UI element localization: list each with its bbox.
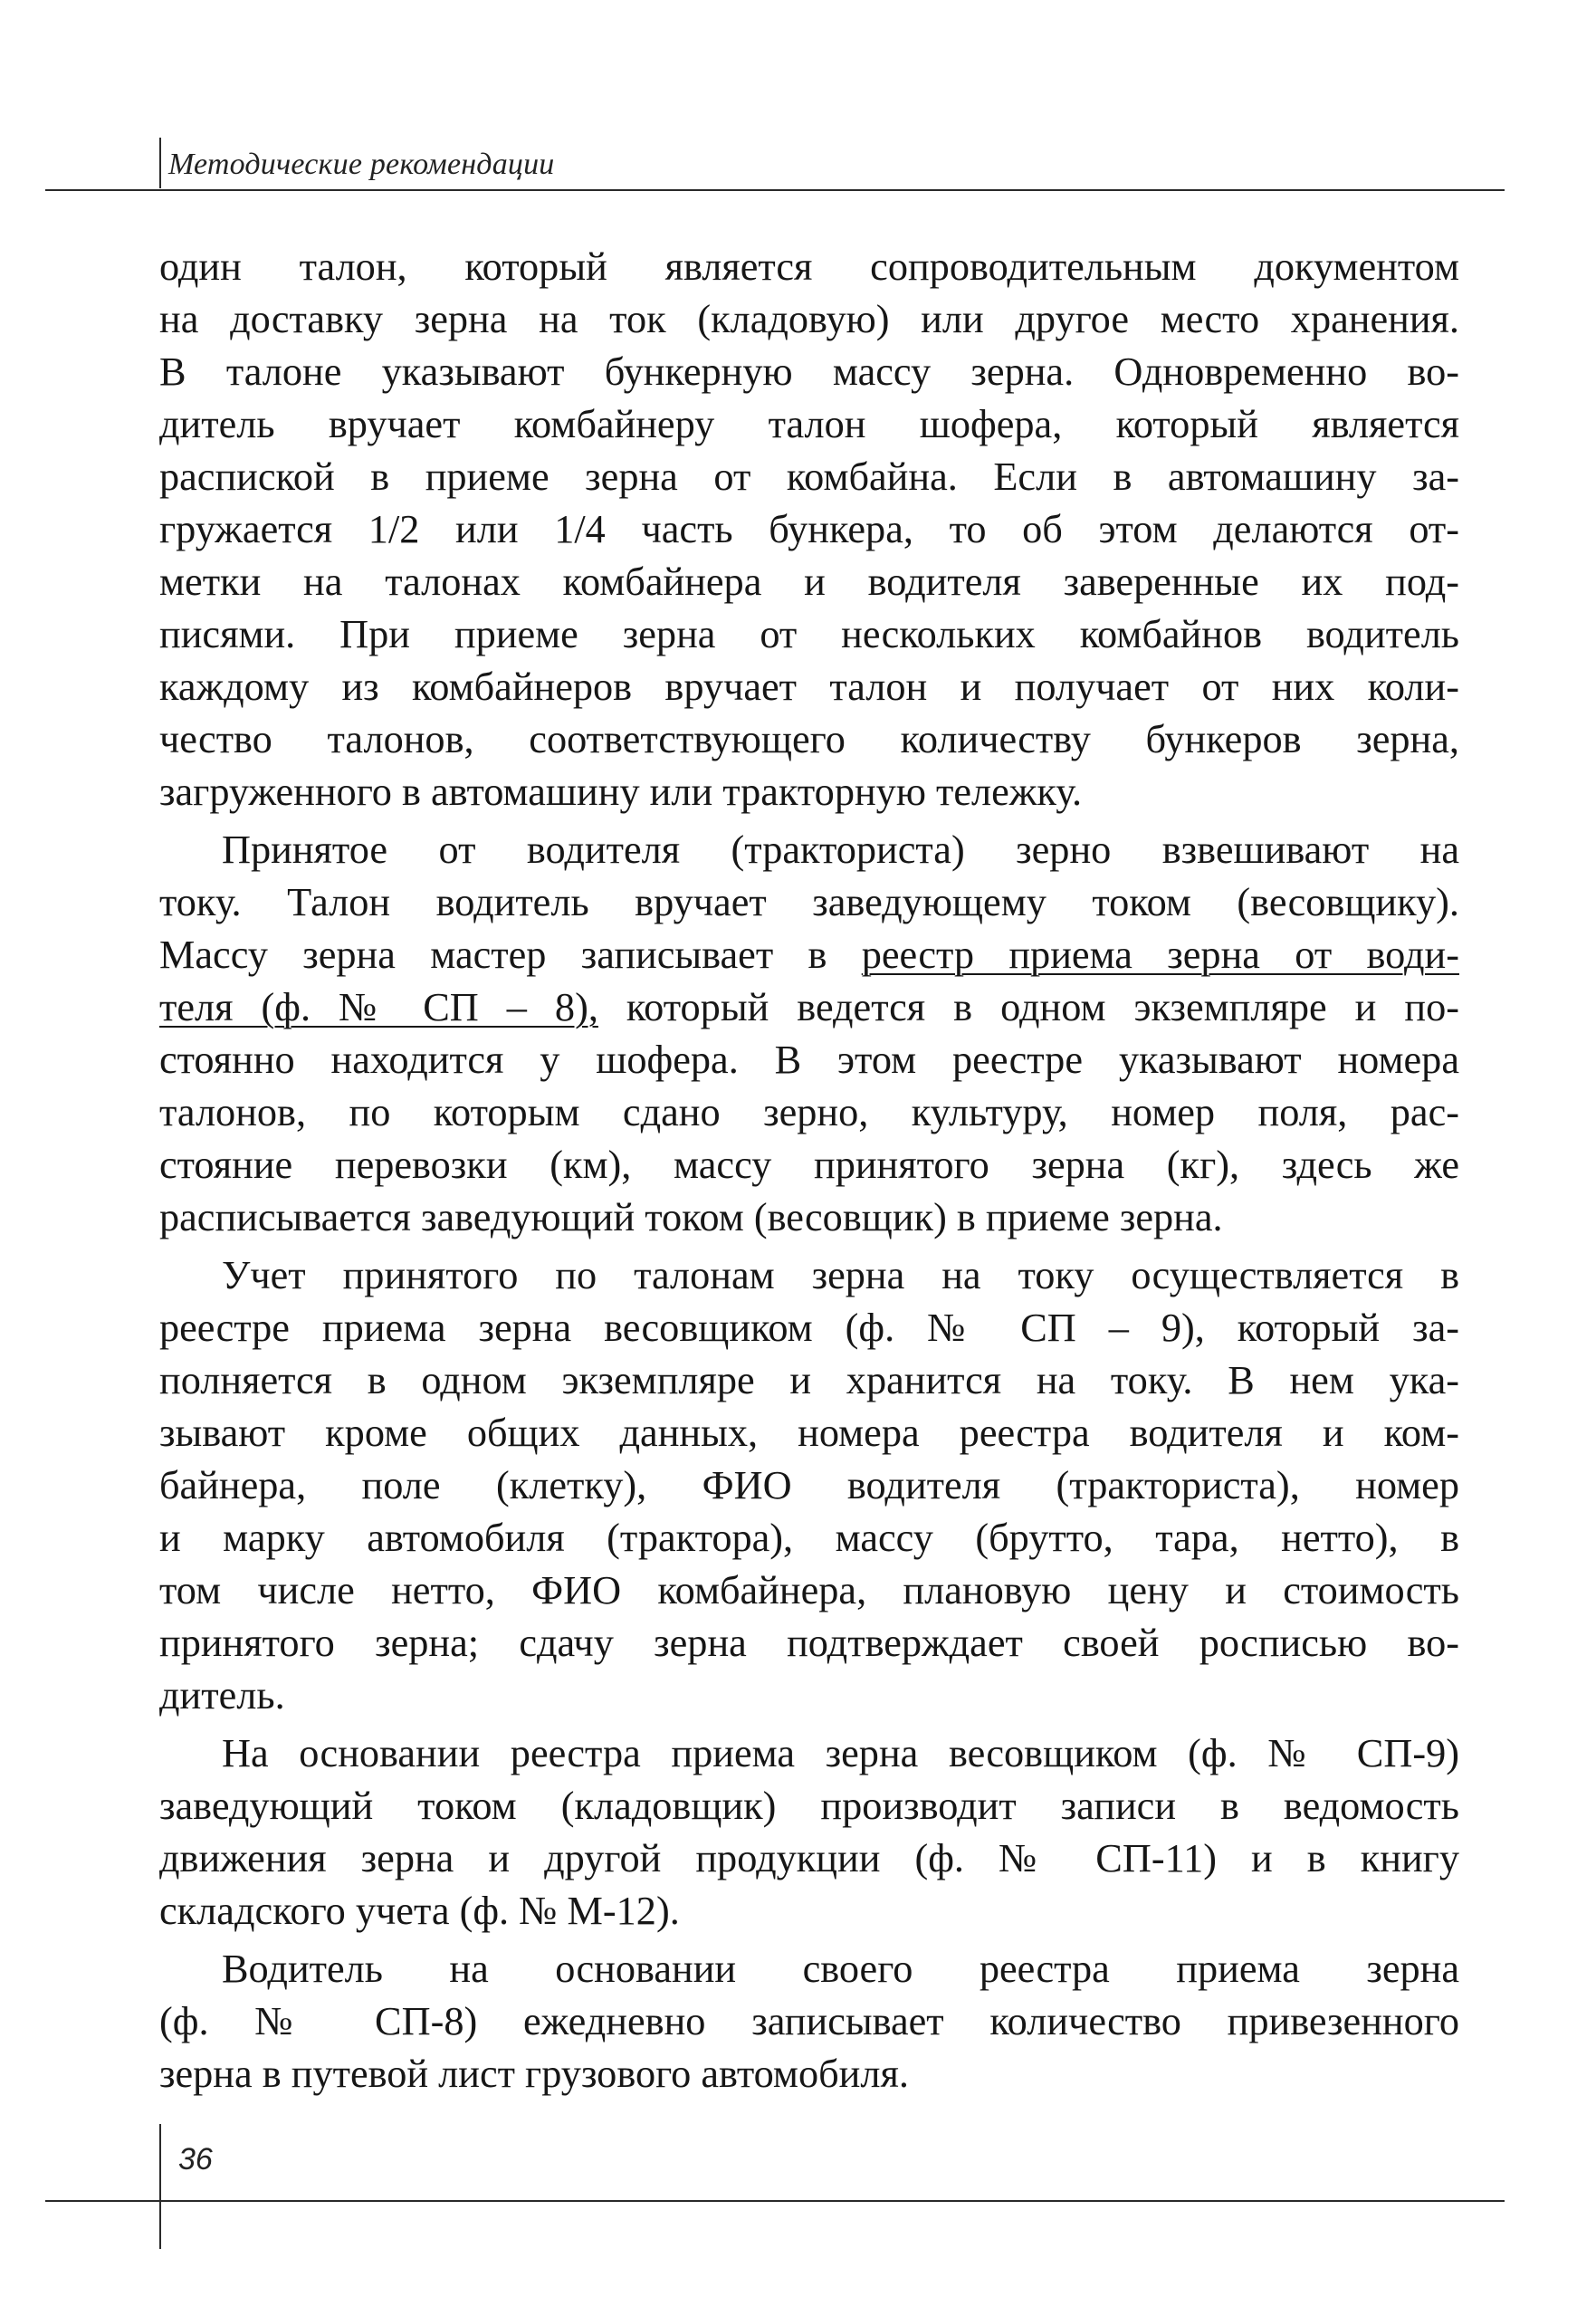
paragraph-5: [159, 1943, 1459, 2100]
text-line: один талон, который является сопроводительным документом: [159, 244, 1459, 289]
paragraph-1: [159, 241, 1459, 818]
text-line: писями. При приеме зерна от нескольких комбайнов водитель: [159, 612, 1459, 656]
text-line: дитель.: [159, 1673, 285, 1718]
text-line: [159, 929, 1459, 981]
text-line: В талоне указывают бункерную массу зерна. Одновременно во-: [159, 349, 1459, 394]
text-line: На основании реестра приема зерна весовщиком (ф. № СП-9): [222, 1731, 1459, 1775]
paragraph-2: [159, 824, 1459, 1244]
text-line: чество талонов, соответствующего количеству бункеров зерна,: [159, 717, 1459, 761]
text-line: дитель вручает комбайнеру талон шофера, который является: [159, 402, 1459, 446]
text-line: распиской в приеме зерна от комбайна. Если в автомашину за-: [159, 455, 1459, 499]
text-line: метки на талонах комбайнера и водителя заверенные их под-: [159, 560, 1459, 604]
text-line: зерна в путевой лист грузового автомобиля.: [159, 2052, 909, 2096]
text-line: полняется в одном экземпляре и хранится на току. В нем ука-: [159, 1358, 1459, 1402]
text-fragment: который ведется в одном экземпляре и по-: [597, 985, 1459, 1029]
text-line: расписывается заведующий током (весовщик) в приеме зерна.: [159, 1195, 1223, 1239]
text-line: талонов, по которым сдано зерно, культуру, номер поля, рас-: [159, 1090, 1459, 1134]
text-line: байнера, поле (клетку), ФИО водителя (тракториста), номер: [159, 1463, 1459, 1507]
header-rule: [45, 189, 1505, 191]
footer-rule: [45, 2200, 1505, 2202]
text-line: каждому из комбайнеров вручает талон и получает от них коли-: [159, 665, 1459, 709]
text-line: стояние перевозки (км), массу принятого зерна (кг), здесь же: [159, 1143, 1459, 1187]
register-link-part-1[interactable]: реестр приема зерна от води-: [861, 933, 1459, 977]
header-vertical-rule: [159, 138, 161, 188]
text-line: загруженного в автомашину или тракторную тележку.: [159, 770, 1083, 814]
running-title: Методические рекомендации: [168, 148, 555, 181]
text-line: Учет принятого по талонам зерна на току осуществляется в: [222, 1253, 1459, 1297]
text-line: реестре приема зерна весовщиком (ф. № СП – 9), который за-: [159, 1306, 1459, 1350]
footer-vertical-rule: [159, 2124, 161, 2249]
text-line: [159, 981, 1459, 1034]
text-line: Принятое от водителя (тракториста) зерно взвешивают на: [222, 828, 1459, 872]
text-line: и марку автомобиля (трактора), массу (брутто, тара, нетто), в: [159, 1516, 1459, 1560]
text-line: на доставку зерна на ток (кладовую) или другое место хранения.: [159, 297, 1459, 341]
register-link-part-2[interactable]: теля (ф. № СП – 8),: [159, 985, 598, 1029]
text-line: зывают кроме общих данных, номера реестра водителя и ком-: [159, 1411, 1459, 1455]
paragraph-3: [159, 1249, 1459, 1722]
text-line: принятого зерна; сдачу зерна подтверждает своей росписью во-: [159, 1621, 1459, 1665]
text-fragment: Массу зерна мастер записывает в: [159, 933, 862, 977]
text-line: заведующий током (кладовщик) производит записи в ведомость: [159, 1784, 1459, 1828]
text-line: складского учета (ф. № М-12).: [159, 1889, 680, 1933]
document-body: [159, 241, 1459, 2100]
text-line: току. Талон водитель вручает заведующему током (весовщику).: [159, 880, 1459, 924]
text-line: движения зерна и другой продукции (ф. № СП-11) и в книгу: [159, 1836, 1459, 1880]
text-line: том числе нетто, ФИО комбайнера, плановую цену и стоимость: [159, 1568, 1459, 1612]
text-line: (ф. № СП-8) ежедневно записывает количество привезенного: [159, 1999, 1459, 2043]
paragraph-4: [159, 1727, 1459, 1938]
text-line: Водитель на основании своего реестра приема зерна: [222, 1947, 1459, 1991]
text-line: гружается 1/2 или 1/4 часть бункера, то об этом делаются от-: [159, 507, 1459, 551]
page-number: 36: [178, 2142, 213, 2177]
text-line: стоянно находится у шофера. В этом реестре указывают номера: [159, 1038, 1459, 1082]
